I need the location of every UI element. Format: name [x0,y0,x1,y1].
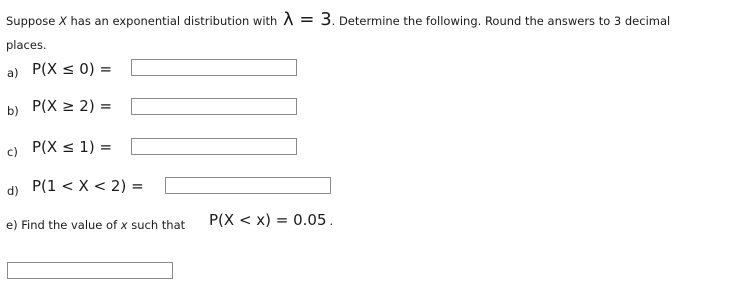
part-a-label: a) [7,66,19,80]
part-c-answer-input[interactable] [131,138,297,155]
part-d-expression: P(1 < X < 2) = [32,177,144,195]
intro-text-2: has an exponential distribution with [66,14,281,28]
part-e-expression [209,211,333,229]
part-c-label: c) [7,145,18,159]
part-b-answer-input[interactable] [131,98,297,115]
problem-intro-line2: places. [6,38,47,52]
part-d-label: d) [7,184,19,198]
part-e-text-1: e) Find the value of [6,218,121,232]
part-a-answer-input[interactable] [131,59,297,76]
problem-intro [6,9,670,30]
part-e-variable-x: x [120,218,128,232]
part-e-expression-text: P(X < x) = 0.05 [209,211,327,229]
lambda-value: 3 [320,9,332,30]
lambda-equals: = [293,9,321,30]
part-e-question [6,218,185,232]
part-a-expression: P(X ≤ 0) = [32,60,113,78]
lambda-symbol: λ [283,9,294,30]
part-e-period: . [329,214,334,228]
part-b-label: b) [7,104,19,118]
part-d-answer-input[interactable] [165,177,331,194]
variable-x: X [58,14,67,28]
intro-text-1: Suppose [6,14,59,28]
part-b-expression: P(X ≥ 2) = [32,97,113,115]
part-e-answer-input[interactable] [7,262,173,279]
part-e-text-2: such that [127,218,186,232]
intro-text-3: . Determine the following. Round the answers to 3 decimal [331,14,671,28]
part-c-expression: P(X ≤ 1) = [32,138,113,156]
